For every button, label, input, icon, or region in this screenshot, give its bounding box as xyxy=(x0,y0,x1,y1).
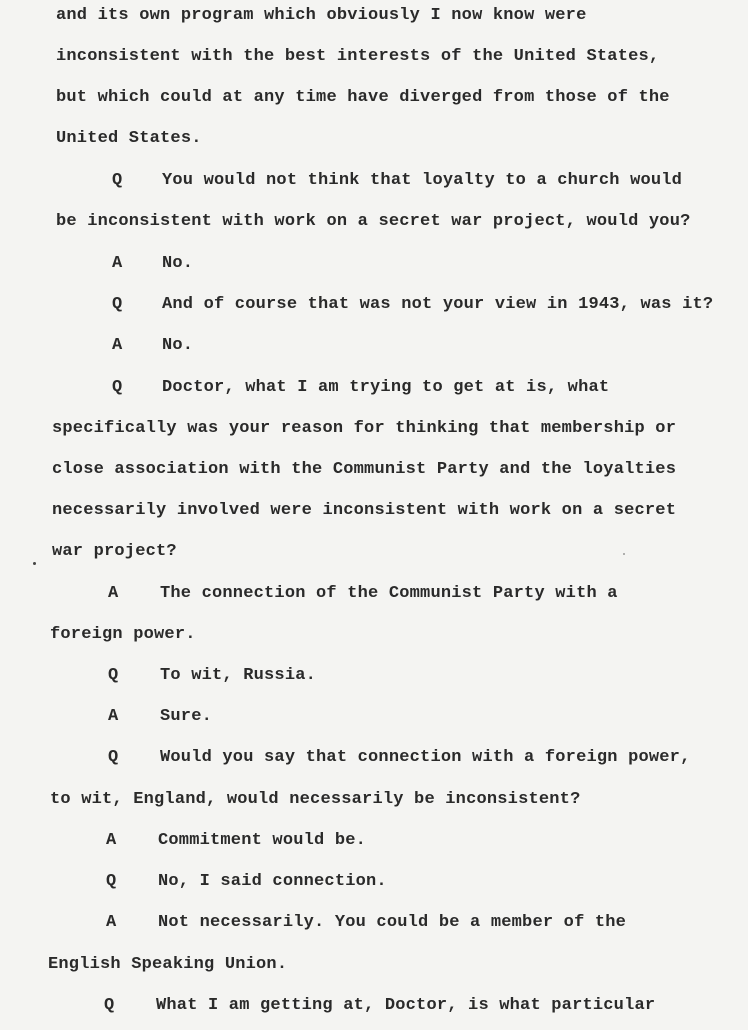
text-line: United States. xyxy=(56,129,202,148)
speaker-label: Q xyxy=(106,872,117,891)
text-line: Sure. xyxy=(160,707,213,726)
text-line: No, I said connection. xyxy=(158,872,387,891)
speaker-label: A xyxy=(106,831,117,850)
text-line: be inconsistent with work on a secret war project, would you? xyxy=(56,212,691,231)
speaker-label: A xyxy=(112,336,123,355)
text-line: The connection of the Communist Party with a xyxy=(160,584,618,603)
speaker-label: A xyxy=(112,254,123,273)
text-line: necessarily involved were inconsistent with work on a secret xyxy=(52,501,677,520)
text-line: close association with the Communist Party and the loyalties xyxy=(52,460,677,479)
speaker-label: Q xyxy=(112,295,123,314)
text-line: Not necessarily. You could be a member of the xyxy=(158,913,627,932)
speaker-label: Q xyxy=(112,378,123,397)
text-line: Commitment would be. xyxy=(158,831,367,850)
speaker-label: A xyxy=(108,707,119,726)
speaker-label: Q xyxy=(108,666,119,685)
text-line: No. xyxy=(162,336,194,355)
speaker-label: Q xyxy=(104,996,115,1015)
text-line: but which could at any time have diverged from those of the xyxy=(56,88,670,107)
text-line: You would not think that loyalty to a church would xyxy=(162,171,683,190)
paper-speck xyxy=(623,553,625,555)
text-line: Doctor, what I am trying to get at is, what xyxy=(162,378,610,397)
text-line: English Speaking Union. xyxy=(48,955,288,974)
text-line: No. xyxy=(162,254,194,273)
text-line: war project? xyxy=(52,542,177,561)
text-line: and its own program which obviously I now know were xyxy=(56,6,587,25)
text-line: to wit, England, would necessarily be inconsistent? xyxy=(50,790,581,809)
paper-speck xyxy=(33,562,36,565)
speaker-label: A xyxy=(106,913,117,932)
speaker-label: Q xyxy=(108,748,119,767)
text-line: inconsistent with the best interests of the United States, xyxy=(56,47,660,66)
text-line: To wit, Russia. xyxy=(160,666,317,685)
text-line: Would you say that connection with a foreign power, xyxy=(160,748,691,767)
text-line: What I am getting at, Doctor, is what particular xyxy=(156,996,656,1015)
speaker-label: Q xyxy=(112,171,123,190)
speaker-label: A xyxy=(108,584,119,603)
text-line: And of course that was not your view in 1943, was it? xyxy=(162,295,714,314)
text-line: specifically was your reason for thinking that membership or xyxy=(52,419,677,438)
text-line: foreign power. xyxy=(50,625,196,644)
